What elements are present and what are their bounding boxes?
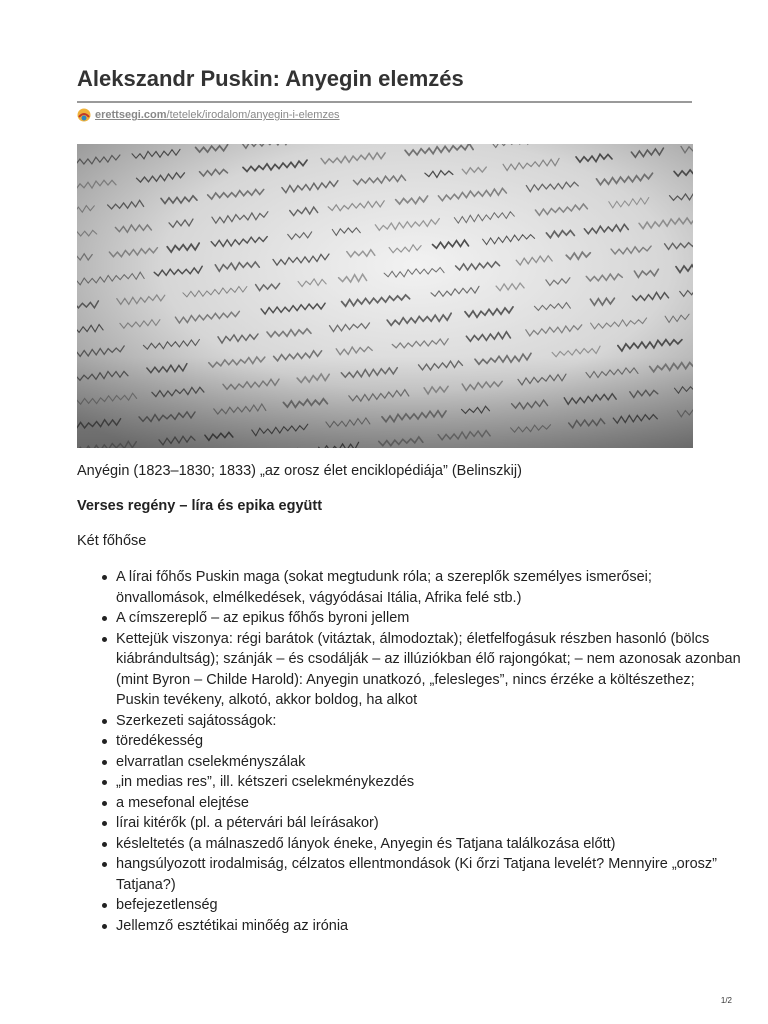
section-heading: Verses regény – líra és epika együtt: [77, 498, 323, 514]
list-item: A lírai főhős Puskin maga (sokat megtudunk róla; a szereplők személyes ismerősei; önvallomások, elmélkedések, vágyódásai Itália, Afrika felé stb.): [116, 567, 741, 608]
page-number: 1/2: [720, 996, 732, 1005]
list-item: töredékesség: [116, 731, 741, 752]
source-link[interactable]: erettsegi.com/tetelek/irodalom/anyegin-i-elemzes: [95, 109, 340, 121]
list-item: a mesefonal elejtése: [116, 793, 741, 814]
handwritten-letter-photo: [77, 144, 693, 448]
title-divider: [77, 101, 692, 103]
page-title: Alekszandr Puskin: Anyegin elemzés: [77, 66, 464, 91]
list-item: Szerkezeti sajátosságok:: [116, 711, 741, 732]
list-item: hangsúlyozott irodalmiság, célzatos ellentmondások (Ki őrzi Tatjana levelét? Mennyire „orosz” Tatjana?): [116, 854, 741, 895]
list-item: Jellemző esztétikai minőég az irónia: [116, 916, 741, 937]
list-item: lírai kitérők (pl. a pétervári bál leírásakor): [116, 813, 741, 834]
image-caption: Anyégin (1823–1830; 1833) „az orosz élet enciklopédiája” (Belinszkij): [77, 463, 522, 479]
site-favicon-icon: [77, 108, 91, 122]
list-item: A címszereplő – az epikus főhős byroni jellem: [116, 608, 741, 629]
bullet-list: [77, 567, 741, 936]
heroes-label: Két főhőse: [77, 533, 147, 549]
list-item: késleltetés (a málnaszedő lányok éneke, Anyegin és Tatjana találkozása előtt): [116, 834, 741, 855]
list-item: elvarratlan cselekményszálak: [116, 752, 741, 773]
list-item: befejezetlenség: [116, 895, 741, 916]
list-item: „in medias res”, ill. kétszeri cselekménykezdés: [116, 772, 741, 793]
list-item: Kettejük viszonya: régi barátok (vitáztak, álmodoztak); életfelfogásuk részben hasonló (bölcs kiábrándultság); szánják – és csodálják – az illúziókban élő rajongókat; – nem azonosak azonban (mint Byron – Childe Harold): Anyegin unatkozó, „felesleges”, nincs érzéke a költészethez; Puskin tevékeny, alkotó, akkor boldog, ha alkot: [116, 629, 741, 711]
source-line: [77, 108, 340, 122]
